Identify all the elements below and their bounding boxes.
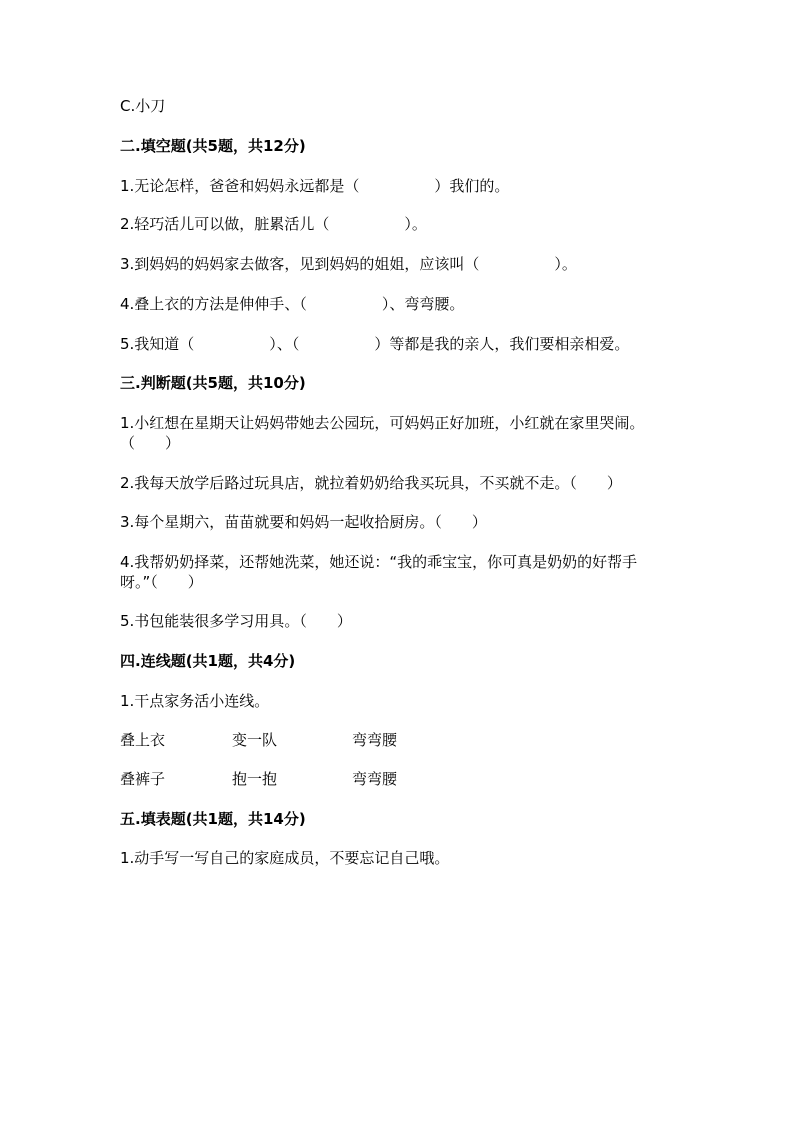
match-item: 弯弯腰: [352, 731, 398, 749]
fill-question-1: 1.无论怎样，爸爸和妈妈永远都是（ ）我们的。: [120, 177, 510, 195]
section-3-heading: 三.判断题(共5题，共10分): [120, 374, 306, 392]
option-c: C.小刀: [120, 97, 166, 115]
section-2-heading: 二.填空题(共5题，共12分): [120, 137, 306, 155]
section-5-heading: 五.填表题(共1题，共14分): [120, 810, 306, 828]
fill-question-2: 2.轻巧活儿可以做，脏累活儿（ ）。: [120, 215, 427, 233]
section-4-heading: 四.连线题(共1题，共4分): [120, 652, 296, 670]
fill-question-3: 3.到妈妈的妈妈家去做客，见到妈妈的姐姐，应该叫（ ）。: [120, 255, 577, 273]
judge-question-3: 3.每个星期六，苗苗就要和妈妈一起收拾厨房。（ ）: [120, 513, 487, 531]
match-item: 变一队: [232, 731, 278, 749]
judge-question-4: 4.我帮奶奶择菜，还帮她洗菜，她还说：“我的乖宝宝，你可真是奶奶的好帮手呀。”（ ）: [120, 553, 638, 591]
table-question-1: 1.动手写一写自己的家庭成员，不要忘记自己哦。: [120, 849, 450, 867]
match-item: 叠裤子: [120, 770, 166, 788]
judge-question-1: 1.小红想在星期天让妈妈带她去公园玩，可妈妈正好加班，小红就在家里哭闹。（ ）: [120, 414, 645, 452]
judge-question-2: 2.我每天放学后路过玩具店，就拉着奶奶给我买玩具，不买就不走。（ ）: [120, 474, 622, 492]
fill-question-4: 4.叠上衣的方法是伸伸手、（ ）、弯弯腰。: [120, 295, 465, 313]
match-item: 弯弯腰: [352, 770, 398, 788]
match-item: 叠上衣: [120, 731, 166, 749]
judge-question-5: 5.书包能装很多学习用具。（ ）: [120, 612, 352, 630]
fill-question-5: 5.我知道（ ）、（ ）等都是我的亲人，我们要相亲相爱。: [120, 335, 630, 353]
match-question-1: 1.干点家务活小连线。: [120, 692, 270, 710]
match-item: 抱一抱: [232, 770, 278, 788]
